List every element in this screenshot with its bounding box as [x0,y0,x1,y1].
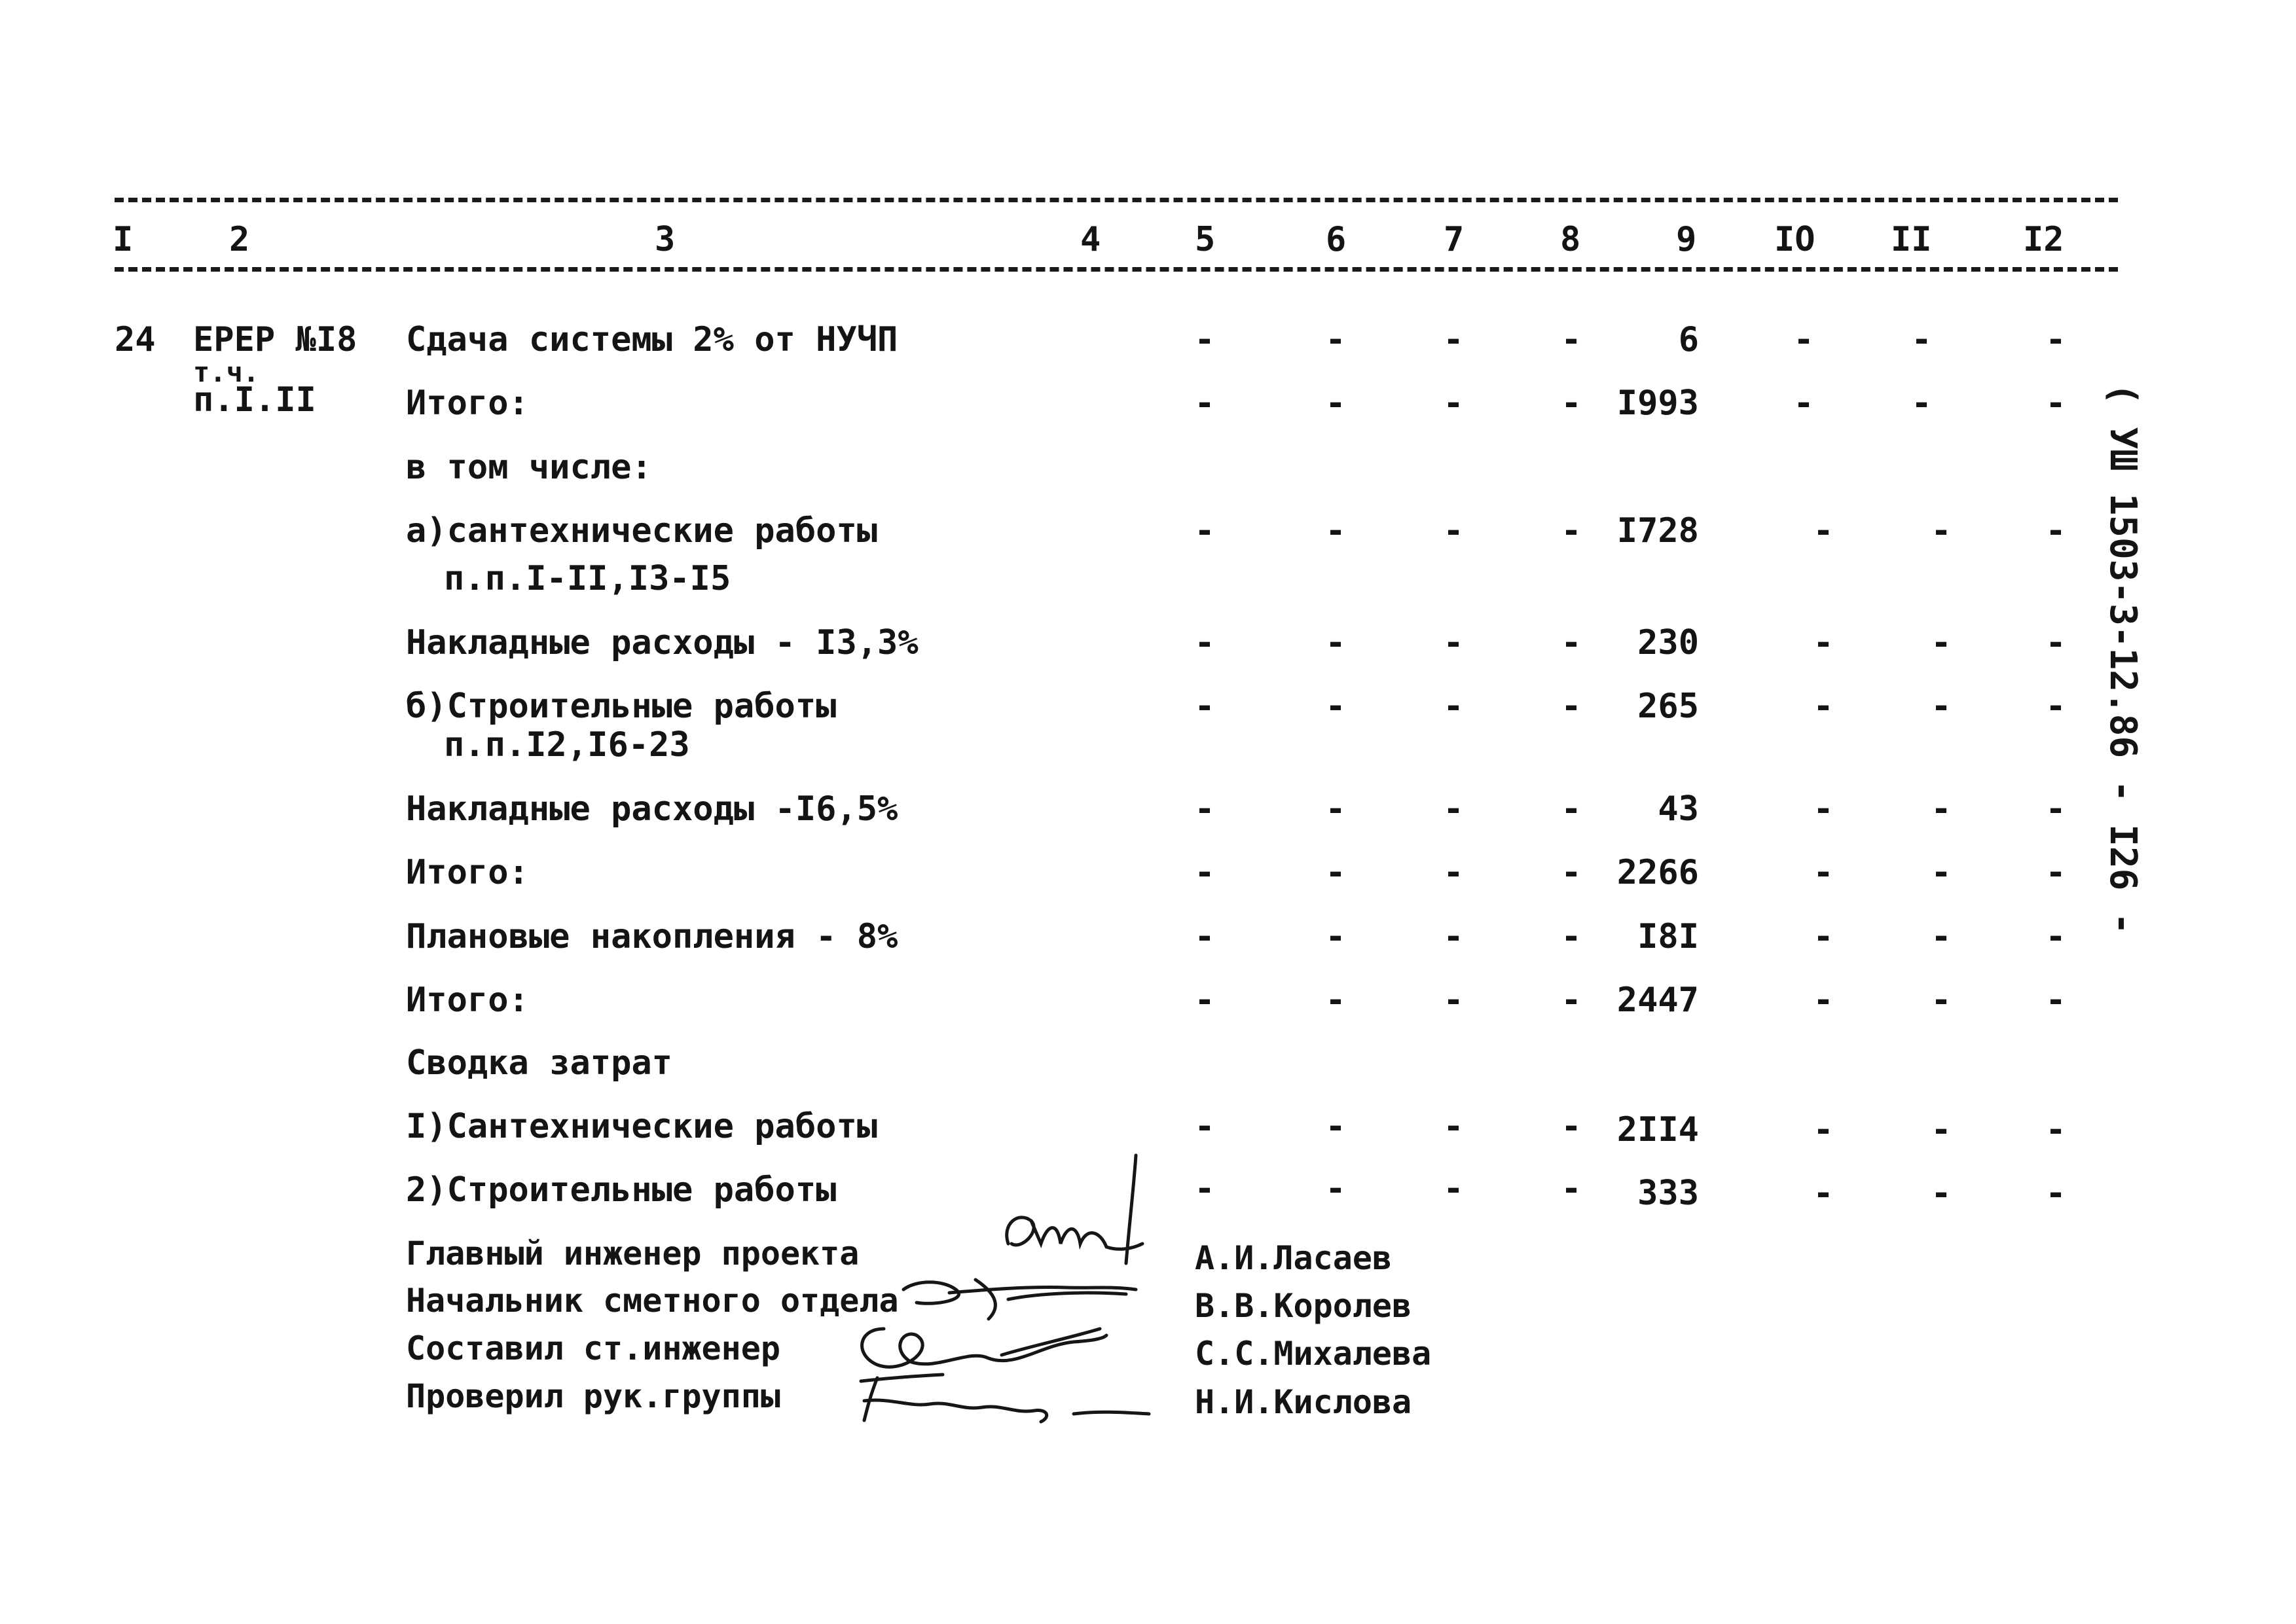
cell-col9-value: 6 [1678,320,1699,359]
cell-col9-value: 265 [1637,687,1699,726]
cell-col5: - [1194,789,1215,829]
cell-col6: - [1325,320,1346,359]
signatory-role: Проверил рук.группы [406,1377,780,1415]
cell-col7: - [1443,320,1464,359]
cell-col8: - [1561,623,1582,662]
signatory-role: Главный инженер проекта [406,1235,860,1272]
cell-col5: - [1194,511,1215,550]
cell-col7: - [1443,981,1464,1020]
row-description: п.п.I-II,I3-I5 [444,559,731,598]
column-number: IO [1774,220,1815,259]
cell-col11: - [1931,1174,1952,1213]
cell-col8: - [1561,384,1582,423]
cell-col6: - [1325,1169,1346,1208]
cell-col8: - [1561,1169,1582,1208]
signatory-role: Составил ст.инженер [406,1329,780,1367]
cell-col12: - [2045,981,2066,1020]
row-description: Накладные расходы - I3,3% [406,623,919,662]
cell-col10: - [1793,320,1814,359]
signatory-role: Начальник сметного отдела [406,1282,899,1320]
cell-col7: - [1443,1169,1464,1208]
cell-col6: - [1325,853,1346,892]
cell-col6: - [1325,384,1346,423]
cell-col6: - [1325,789,1346,829]
cell-col10: - [1813,623,1834,662]
column-number: II [1891,220,1932,259]
cell-col10: - [1813,917,1834,956]
cell-col6: - [1325,917,1346,956]
cell-col11: - [1911,320,1932,359]
cell-col12: - [2045,1174,2066,1213]
cell-col7: - [1443,687,1464,726]
cell-col5: - [1194,320,1215,359]
cell-col8: - [1561,917,1582,956]
cell-col9-value: 2II4 [1616,1110,1699,1149]
cell-col9-value: 2266 [1616,853,1699,892]
side-note: ( УШ 1503-3-12.86 - I26 - [2102,383,2144,935]
cell-col9-value: I728 [1616,511,1699,550]
cell-col10: - [1813,789,1834,829]
entry-number: 24 [115,320,156,359]
cell-col8: - [1561,853,1582,892]
cell-col11: - [1931,687,1952,726]
cell-col7: - [1443,789,1464,829]
cell-col7: - [1443,384,1464,423]
row-description: 2)Строительные работы [406,1170,837,1210]
cell-col9-value: 230 [1637,623,1699,662]
cell-col10: - [1813,1174,1834,1213]
header-bottom-rule [115,267,2118,272]
row-description: Итого: [406,853,529,892]
row-description: а)сантехнические работы [406,511,878,550]
column-number: 5 [1195,220,1216,259]
cell-col5: - [1194,1169,1215,1208]
cell-col5: - [1194,853,1215,892]
cell-col11: - [1931,853,1952,892]
row-description: в том числе: [406,448,652,487]
cell-col12: - [2045,384,2066,423]
signatory-name: С.С.Михалева [1195,1335,1432,1373]
handwritten-signature [851,1368,1152,1427]
cell-col7: - [1443,511,1464,550]
cell-col7: - [1443,917,1464,956]
cell-col12: - [2045,917,2066,956]
row-description: Плановые накопления - 8% [406,917,898,956]
row-description: Итого: [406,384,529,423]
entry-source: ЕРЕР №I8 [193,320,357,359]
cell-col5: - [1194,623,1215,662]
signatory-name: В.В.Королев [1195,1287,1412,1325]
cell-col9-value: I8I [1637,917,1699,956]
cell-col12: - [2045,320,2066,359]
signatory-name: Н.И.Кислова [1195,1383,1412,1421]
cell-col9-value: 333 [1637,1174,1699,1213]
cell-col11: - [1931,917,1952,956]
cell-col11: - [1931,1110,1952,1149]
cell-col8: - [1561,981,1582,1020]
cell-col12: - [2045,853,2066,892]
cell-col5: - [1194,384,1215,423]
cell-col12: - [2045,687,2066,726]
cell-col11: - [1931,789,1952,829]
cell-col7: - [1443,1107,1464,1146]
entry-source-sub: т.ч. [193,356,260,388]
cell-col8: - [1561,789,1582,829]
cell-col6: - [1325,1107,1346,1146]
cell-col9-value: I993 [1616,384,1699,423]
cell-col11: - [1931,511,1952,550]
column-number: 6 [1326,220,1347,259]
row-description: п.п.I2,I6-23 [444,725,690,765]
column-number: I [113,220,134,259]
cell-col5: - [1194,687,1215,726]
cell-col11: - [1931,623,1952,662]
cell-col12: - [2045,623,2066,662]
cell-col8: - [1561,320,1582,359]
cell-col5: - [1194,917,1215,956]
cell-col10: - [1813,981,1834,1020]
cell-col10: - [1813,511,1834,550]
row-description: б)Строительные работы [406,687,837,726]
cell-col12: - [2045,789,2066,829]
cell-col7: - [1443,853,1464,892]
cell-col12: - [2045,511,2066,550]
cell-col6: - [1325,687,1346,726]
cell-col8: - [1561,687,1582,726]
row-description: Сдача системы 2% от НУЧП [406,320,898,359]
column-number: 2 [229,220,250,259]
row-description: I)Сантехнические работы [406,1107,878,1146]
entry-source-item: п.I.II [193,380,316,420]
cell-col8: - [1561,511,1582,550]
cell-col6: - [1325,623,1346,662]
cell-col12: - [2045,1110,2066,1149]
cell-col10: - [1813,1110,1834,1149]
handwritten-signature [995,1152,1152,1276]
cell-col9-value: 2447 [1616,981,1699,1020]
row-description: Сводка затрат [406,1043,672,1083]
cell-col10: - [1813,687,1834,726]
column-number: 8 [1560,220,1581,259]
cell-col10: - [1813,853,1834,892]
cell-col6: - [1325,511,1346,550]
column-number: 7 [1444,220,1465,259]
cell-col11: - [1931,981,1952,1020]
row-description: Итого: [406,981,529,1020]
signatory-name: А.И.Ласаев [1195,1239,1393,1277]
cell-col6: - [1325,981,1346,1020]
cell-col8: - [1561,1107,1582,1146]
cell-col10: - [1793,384,1814,423]
cell-col9-value: 43 [1658,789,1699,829]
column-number: 4 [1080,220,1101,259]
cell-col5: - [1194,1107,1215,1146]
cell-col7: - [1443,623,1464,662]
cell-col5: - [1194,981,1215,1020]
column-number: I2 [2023,220,2064,259]
column-number: 9 [1676,220,1697,259]
cell-col11: - [1911,384,1932,423]
row-description: Накладные расходы -I6,5% [406,789,898,829]
column-number: 3 [655,220,676,259]
header-top-rule [115,198,2118,202]
